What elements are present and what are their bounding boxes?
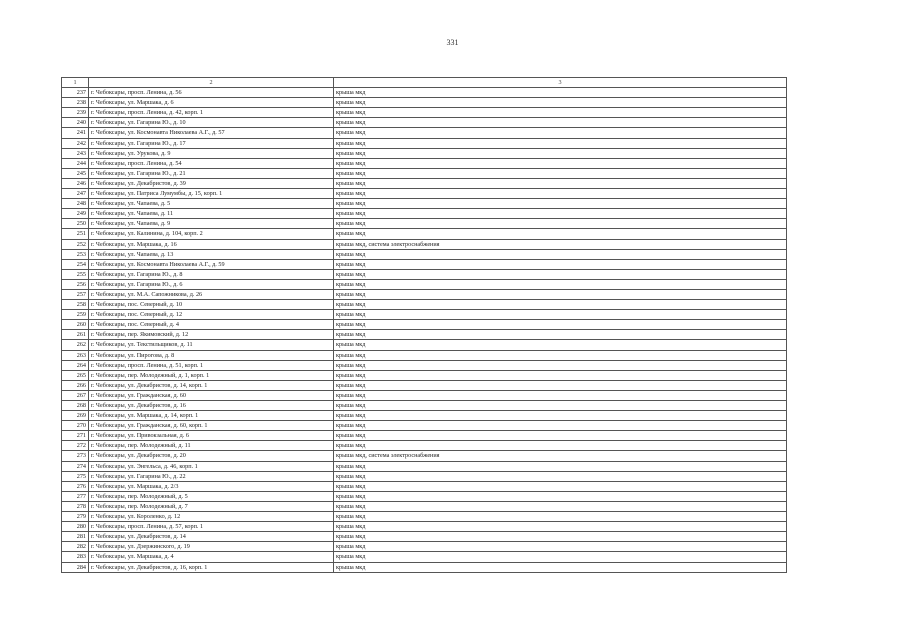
row-address: г. Чебоксары, пос. Северный, д. 10 <box>89 300 334 310</box>
row-address: г. Чебоксары, ул. Декабристов, д. 16 <box>89 401 334 411</box>
row-address: г. Чебоксары, ул. Гагарина Ю., д. 17 <box>89 138 334 148</box>
row-address: г. Чебоксары, ул. Гагарина Ю., д. 22 <box>89 471 334 481</box>
row-object-type: крыша мкд <box>334 532 787 542</box>
row-number: 272 <box>62 441 89 451</box>
row-number: 244 <box>62 158 89 168</box>
row-object-type: крыша мкд <box>334 118 787 128</box>
row-address: г. Чебоксары, ул. Гагарина Ю., д. 8 <box>89 269 334 279</box>
table-row <box>62 98 787 108</box>
row-number: 254 <box>62 259 89 269</box>
row-number: 242 <box>62 138 89 148</box>
table-row <box>62 542 787 552</box>
row-number: 252 <box>62 239 89 249</box>
table-row <box>62 229 787 239</box>
row-number: 257 <box>62 289 89 299</box>
row-number: 283 <box>62 552 89 562</box>
row-address: г. Чебоксары, ул. Привокзальная, д. 6 <box>89 431 334 441</box>
row-number: 255 <box>62 269 89 279</box>
row-object-type: крыша мкд <box>334 249 787 259</box>
row-number: 264 <box>62 360 89 370</box>
table-row <box>62 562 787 572</box>
row-object-type: крыша мкд <box>334 158 787 168</box>
row-number: 250 <box>62 219 89 229</box>
table-row <box>62 158 787 168</box>
table-row <box>62 532 787 542</box>
row-number: 246 <box>62 178 89 188</box>
row-object-type: крыша мкд <box>334 421 787 431</box>
table-row <box>62 350 787 360</box>
table-row <box>62 471 787 481</box>
table-row <box>62 279 787 289</box>
row-address: г. Чебоксары, ул. Чапаева, д. 13 <box>89 249 334 259</box>
row-object-type: крыша мкд <box>334 340 787 350</box>
table-row <box>62 178 787 188</box>
row-object-type: крыша мкд, система электроснабжения <box>334 239 787 249</box>
row-address: г. Чебоксары, ул. Урукова, д. 9 <box>89 148 334 158</box>
row-object-type: крыша мкд <box>334 148 787 158</box>
table-row <box>62 128 787 138</box>
row-number: 243 <box>62 148 89 158</box>
table-row <box>62 340 787 350</box>
row-number: 284 <box>62 562 89 572</box>
row-object-type: крыша мкд <box>334 219 787 229</box>
table-row <box>62 289 787 299</box>
table-row <box>62 390 787 400</box>
row-object-type: крыша мкд <box>334 128 787 138</box>
row-address: г. Чебоксары, ул. Космонавта Николаева А.Г., д. 59 <box>89 259 334 269</box>
row-address: г. Чебоксары, просп. Ленина, д. 54 <box>89 158 334 168</box>
table-body <box>62 88 787 573</box>
table-row <box>62 300 787 310</box>
table-row <box>62 249 787 259</box>
row-object-type: крыша мкд <box>334 168 787 178</box>
row-number: 247 <box>62 189 89 199</box>
row-object-type: крыша мкд <box>334 189 787 199</box>
row-address: г. Чебоксары, ул. Дзержинского, д. 19 <box>89 542 334 552</box>
row-object-type: крыша мкд <box>334 98 787 108</box>
row-object-type: крыша мкд <box>334 471 787 481</box>
row-object-type: крыша мкд <box>334 491 787 501</box>
column-header-address: 2 <box>89 78 334 88</box>
row-address: г. Чебоксары, пер. Молодежный, д. 11 <box>89 441 334 451</box>
row-address: г. Чебоксары, ул. Декабристов, д. 39 <box>89 178 334 188</box>
row-object-type: крыша мкд <box>334 300 787 310</box>
row-number: 279 <box>62 512 89 522</box>
row-number: 263 <box>62 350 89 360</box>
row-number: 274 <box>62 461 89 471</box>
row-number: 239 <box>62 108 89 118</box>
table-row <box>62 189 787 199</box>
table-row <box>62 259 787 269</box>
row-number: 245 <box>62 168 89 178</box>
row-address: г. Чебоксары, просп. Ленина, д. 51, корп. 1 <box>89 360 334 370</box>
row-number: 269 <box>62 411 89 421</box>
row-object-type: крыша мкд <box>334 501 787 511</box>
table-row <box>62 269 787 279</box>
row-number: 268 <box>62 401 89 411</box>
row-address: г. Чебоксары, пер. Молодежный, д. 7 <box>89 501 334 511</box>
table-header-row <box>62 78 787 88</box>
table-row <box>62 491 787 501</box>
row-number: 265 <box>62 370 89 380</box>
row-number: 249 <box>62 209 89 219</box>
row-address: г. Чебоксары, ул. Чапаева, д. 11 <box>89 209 334 219</box>
row-number: 278 <box>62 501 89 511</box>
row-object-type: крыша мкд <box>334 481 787 491</box>
row-number: 275 <box>62 471 89 481</box>
row-number: 281 <box>62 532 89 542</box>
table-row <box>62 148 787 158</box>
row-object-type: крыша мкд <box>334 441 787 451</box>
table-row <box>62 320 787 330</box>
row-address: г. Чебоксары, пер. Молодежный, д. 1, корп. 1 <box>89 370 334 380</box>
row-address: г. Чебоксары, ул. Текстильщиков, д. 11 <box>89 340 334 350</box>
row-address: г. Чебоксары, ул. Маршака, д. 4 <box>89 552 334 562</box>
row-address: г. Чебоксары, ул. Гагарина Ю., д. 6 <box>89 279 334 289</box>
row-address: г. Чебоксары, ул. Декабристов, д. 20 <box>89 451 334 461</box>
row-number: 267 <box>62 390 89 400</box>
row-number: 251 <box>62 229 89 239</box>
row-number: 260 <box>62 320 89 330</box>
row-object-type: крыша мкд <box>334 552 787 562</box>
row-object-type: крыша мкд <box>334 178 787 188</box>
row-object-type: крыша мкд <box>334 310 787 320</box>
row-object-type: крыша мкд <box>334 88 787 98</box>
row-address: г. Чебоксары, ул. Патриса Лумумбы, д. 15, корп. 1 <box>89 189 334 199</box>
table-row <box>62 441 787 451</box>
column-header-object: 3 <box>334 78 787 88</box>
row-object-type: крыша мкд <box>334 431 787 441</box>
row-address: г. Чебоксары, ул. Маршака, д. 16 <box>89 239 334 249</box>
row-address: г. Чебоксары, ул. Гагарина Ю., д. 10 <box>89 118 334 128</box>
row-object-type: крыша мкд <box>334 289 787 299</box>
table-row <box>62 380 787 390</box>
row-object-type: крыша мкд <box>334 279 787 289</box>
table-row <box>62 199 787 209</box>
table-row <box>62 421 787 431</box>
row-address: г. Чебоксары, ул. Декабристов, д. 14, корп. 1 <box>89 380 334 390</box>
table-row <box>62 168 787 178</box>
table-row <box>62 219 787 229</box>
row-object-type: крыша мкд <box>334 199 787 209</box>
row-address: г. Чебоксары, пос. Северный, д. 12 <box>89 310 334 320</box>
row-number: 270 <box>62 421 89 431</box>
row-number: 248 <box>62 199 89 209</box>
row-object-type: крыша мкд <box>334 380 787 390</box>
row-address: г. Чебоксары, ул. Чапаева, д. 5 <box>89 199 334 209</box>
table-row <box>62 401 787 411</box>
row-number: 240 <box>62 118 89 128</box>
row-address: г. Чебоксары, ул. Маршака, д. 2/3 <box>89 481 334 491</box>
row-object-type: крыша мкд <box>334 542 787 552</box>
table-row <box>62 411 787 421</box>
row-address: г. Чебоксары, пер. Молодежный, д. 5 <box>89 491 334 501</box>
row-address: г. Чебоксары, просп. Ленина, д. 56 <box>89 88 334 98</box>
row-address: г. Чебоксары, ул. Гражданская, д. 60 <box>89 390 334 400</box>
row-address: г. Чебоксары, ул. М.А. Сапожникова, д. 26 <box>89 289 334 299</box>
row-address: г. Чебоксары, ул. Чапаева, д. 9 <box>89 219 334 229</box>
row-address: г. Чебоксары, ул. Маршака, д. 6 <box>89 98 334 108</box>
table-row <box>62 360 787 370</box>
row-address: г. Чебоксары, ул. Гагарина Ю., д. 21 <box>89 168 334 178</box>
table-row <box>62 118 787 128</box>
table-row <box>62 552 787 562</box>
row-object-type: крыша мкд <box>334 390 787 400</box>
row-number: 258 <box>62 300 89 310</box>
row-number: 266 <box>62 380 89 390</box>
row-number: 271 <box>62 431 89 441</box>
row-object-type: крыша мкд <box>334 330 787 340</box>
row-object-type: крыша мкд <box>334 108 787 118</box>
row-address: г. Чебоксары, ул. Декабристов, д. 16, корп. 1 <box>89 562 334 572</box>
row-address: г. Чебоксары, просп. Ленина, д. 42, корп. 1 <box>89 108 334 118</box>
table-row <box>62 481 787 491</box>
row-number: 261 <box>62 330 89 340</box>
column-header-number: 1 <box>62 78 89 88</box>
row-number: 282 <box>62 542 89 552</box>
page-number: 331 <box>446 38 459 47</box>
row-address: г. Чебоксары, ул. Энгельса, д. 46, корп. 1 <box>89 461 334 471</box>
table-row <box>62 431 787 441</box>
table-row <box>62 370 787 380</box>
row-address: г. Чебоксары, ул. Гражданская, д. 60, корп. 1 <box>89 421 334 431</box>
row-object-type: крыша мкд <box>334 360 787 370</box>
table-row <box>62 451 787 461</box>
table-row <box>62 108 787 118</box>
row-object-type: крыша мкд <box>334 401 787 411</box>
row-object-type: крыша мкд <box>334 209 787 219</box>
row-object-type: крыша мкд <box>334 461 787 471</box>
row-object-type: крыша мкд <box>334 269 787 279</box>
table-row <box>62 501 787 511</box>
row-object-type: крыша мкд <box>334 259 787 269</box>
row-number: 256 <box>62 279 89 289</box>
row-number: 277 <box>62 491 89 501</box>
row-address: г. Чебоксары, ул. Короленко, д. 12 <box>89 512 334 522</box>
row-address: г. Чебоксары, пер. Якимовский, д. 12 <box>89 330 334 340</box>
row-object-type: крыша мкд <box>334 512 787 522</box>
table-row <box>62 310 787 320</box>
row-object-type: крыша мкд <box>334 522 787 532</box>
row-number: 237 <box>62 88 89 98</box>
row-number: 280 <box>62 522 89 532</box>
table-row <box>62 512 787 522</box>
row-object-type: крыша мкд <box>334 229 787 239</box>
row-object-type: крыша мкд <box>334 370 787 380</box>
row-address: г. Чебоксары, ул. Маршака, д. 14, корп. 1 <box>89 411 334 421</box>
row-object-type: крыша мкд <box>334 350 787 360</box>
row-address: г. Чебоксары, просп. Ленина, д. 57, корп. 1 <box>89 522 334 532</box>
row-address: г. Чебоксары, пос. Северный, д. 4 <box>89 320 334 330</box>
table-row <box>62 522 787 532</box>
row-number: 253 <box>62 249 89 259</box>
row-object-type: крыша мкд <box>334 411 787 421</box>
row-object-type: крыша мкд, система электроснабжения <box>334 451 787 461</box>
row-object-type: крыша мкд <box>334 138 787 148</box>
row-object-type: крыша мкд <box>334 320 787 330</box>
table-row <box>62 138 787 148</box>
row-number: 273 <box>62 451 89 461</box>
row-number: 262 <box>62 340 89 350</box>
row-number: 238 <box>62 98 89 108</box>
table-row <box>62 209 787 219</box>
row-number: 241 <box>62 128 89 138</box>
table-row <box>62 330 787 340</box>
row-address: г. Чебоксары, ул. Калинина, д. 104, корп. 2 <box>89 229 334 239</box>
row-address: г. Чебоксары, ул. Пирогова, д. 8 <box>89 350 334 360</box>
table-row <box>62 461 787 471</box>
row-address: г. Чебоксары, ул. Космонавта Николаева А.Г., д. 57 <box>89 128 334 138</box>
table-row <box>62 88 787 98</box>
table-row <box>62 239 787 249</box>
row-number: 276 <box>62 481 89 491</box>
row-number: 259 <box>62 310 89 320</box>
row-address: г. Чебоксары, ул. Декабристов, д. 14 <box>89 532 334 542</box>
row-object-type: крыша мкд <box>334 562 787 572</box>
address-table <box>61 77 787 573</box>
